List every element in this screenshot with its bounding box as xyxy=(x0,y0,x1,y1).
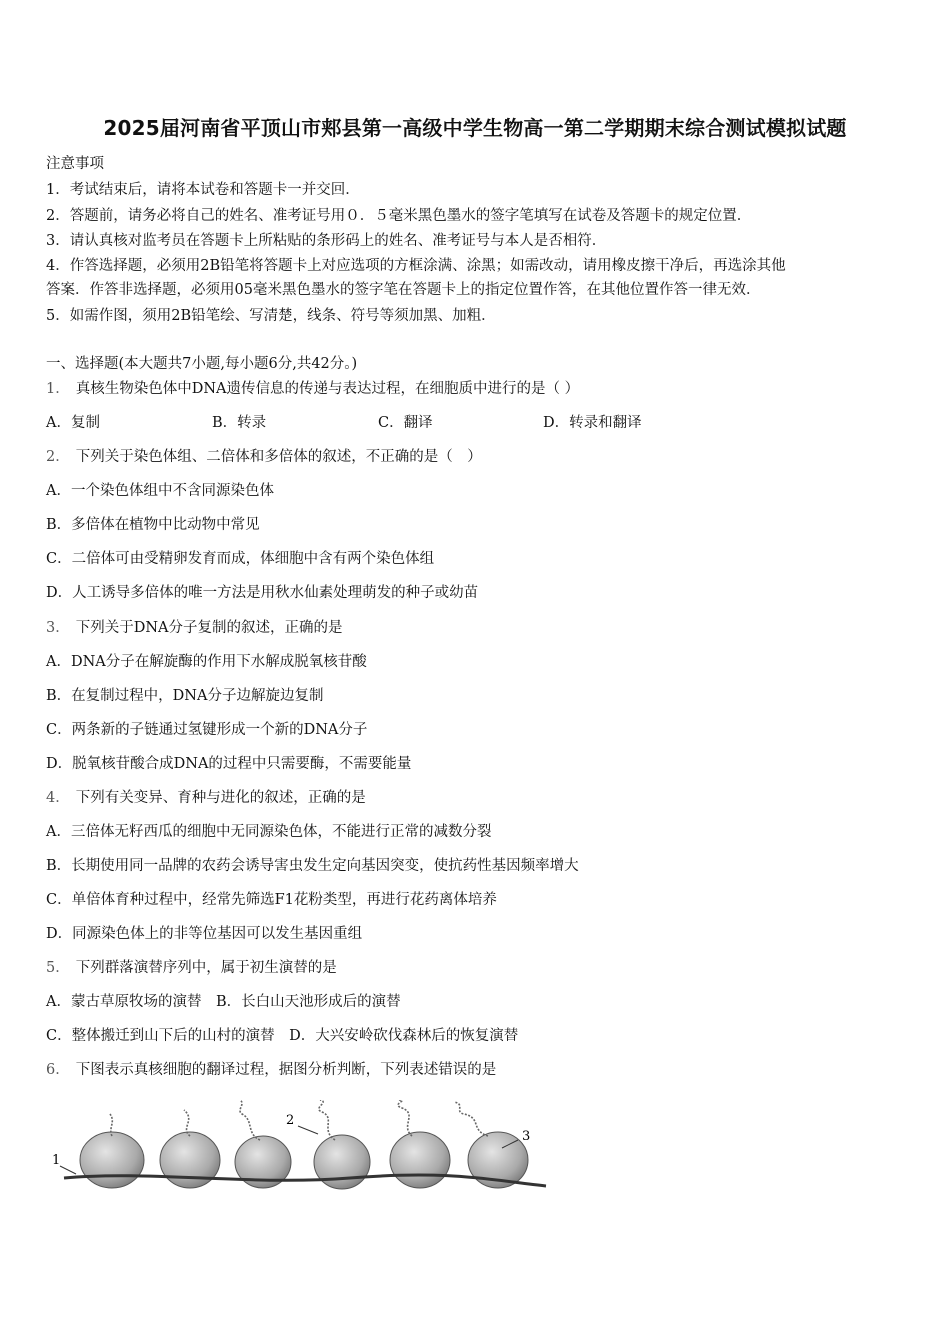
option-a[interactable]: A．三倍体无籽西瓜的细胞中无同源染色体，不能进行正常的减数分裂 xyxy=(46,824,492,840)
option-c-d[interactable]: C．整体搬迁到山下后的山村的演替 D．大兴安岭砍伐森林后的恢复演替 xyxy=(46,1028,519,1044)
notes-item-3: 3．请认真核对监考员在答题卡上所粘贴的条形码上的姓名、准考证号与本人是否相符． xyxy=(46,233,607,249)
option-d[interactable]: D．同源染色体上的非等位基因可以发生基因重组 xyxy=(46,926,363,942)
option-b[interactable]: B．转录 xyxy=(212,415,267,431)
option-d[interactable]: D．转录和翻译 xyxy=(543,415,642,431)
label-pointer xyxy=(60,1166,76,1174)
question-6 xyxy=(46,1058,496,1079)
question-number: 3． xyxy=(46,620,70,636)
option-a-b[interactable]: A．蒙古草原牧场的演替 B．长白山天池形成后的演替 xyxy=(46,994,401,1010)
option-a[interactable]: A．一个染色体组中不含同源染色体 xyxy=(46,483,274,499)
question-text: 下列群落演替序列中，属于初生演替的是 xyxy=(75,960,337,976)
option-a[interactable]: A．复制 xyxy=(46,415,100,431)
notes-heading: 注意事项 xyxy=(46,156,104,172)
notes-item-1: 1．考试结束后，请将本试卷和答题卡一并交回． xyxy=(46,182,360,198)
question-1 xyxy=(46,377,579,398)
question-text: 下图表示真核细胞的翻译过程，据图分析判断，下列表述错误的是 xyxy=(75,1062,497,1078)
question-number: 2． xyxy=(46,449,70,465)
label-2: 2 xyxy=(286,1113,295,1128)
question-text: 下列关于染色体组、二倍体和多倍体的叙述，不正确的是（ ） xyxy=(75,449,482,465)
translation-diagram xyxy=(50,1100,550,1200)
option-b[interactable]: B．长期使用同一品牌的农药会诱导害虫发生定向基因突变，使抗药性基因频率增大 xyxy=(46,858,579,874)
question-number: 5． xyxy=(46,960,70,976)
option-c[interactable]: C．翻译 xyxy=(378,415,433,431)
question-2 xyxy=(46,445,482,466)
mrna-strand xyxy=(64,1175,546,1186)
option-d[interactable]: D．脱氧核苷酸合成DNA的过程中只需要酶，不需要能量 xyxy=(46,756,412,772)
option-b[interactable]: B．多倍体在植物中比动物中常见 xyxy=(46,517,260,533)
option-c[interactable]: C．两条新的子链通过氢键形成一个新的DNA分子 xyxy=(46,722,368,738)
option-c[interactable]: C．二倍体可由受精卵发育而成，体细胞中含有两个染色体组 xyxy=(46,551,435,567)
question-5 xyxy=(46,956,337,977)
notes-item-5: 5．如需作图，须用2B铅笔绘、写清楚，线条、符号等须加黑、加粗． xyxy=(46,308,496,324)
question-number: 1． xyxy=(46,381,70,397)
option-c[interactable]: C．单倍体育种过程中，经常先筛选F1花粉类型，再进行花药离体培养 xyxy=(46,892,497,908)
question-text: 下列有关变异、育种与进化的叙述，正确的是 xyxy=(75,790,366,806)
ribosome xyxy=(80,1132,144,1188)
option-d[interactable]: D．人工诱导多倍体的唯一方法是用秋水仙素处理萌发的种子或幼苗 xyxy=(46,585,479,601)
question-number: 4． xyxy=(46,790,70,806)
notes-item-4: 4．作答选择题，必须用2B铅笔将答题卡上对应选项的方框涂满、涂黑；如需改动，请用橡皮擦干净后，再选涂其他 xyxy=(46,258,786,274)
ribosome xyxy=(390,1132,450,1188)
question-text: 真核生物染色体中DNA遗传信息的传递与表达过程，在细胞质中进行的是（ ） xyxy=(75,381,580,397)
page-title: 2025届河南省平顶山市郏县第一高级中学生物高一第二学期期末综合测试模拟试题 xyxy=(103,116,847,140)
section-heading: 一、选择题(本大题共7小题,每小题6分,共42分。) xyxy=(46,356,358,372)
question-4 xyxy=(46,786,366,807)
question-text: 下列关于DNA分子复制的叙述，正确的是 xyxy=(75,620,343,636)
label-3: 3 xyxy=(522,1129,531,1144)
label-pointer xyxy=(298,1126,318,1134)
notes-item-4-cont: 答案．作答非选择题，必须用05毫米黑色墨水的签字笔在答题卡上的指定位置作答，在其他位置作答一律无效． xyxy=(46,282,761,298)
notes-item-2: 2．答题前，请务必将自己的姓名、准考证号用０．５毫米黑色墨水的签字笔填写在试卷及答题卡的规定位置． xyxy=(46,208,752,224)
label-1: 1 xyxy=(52,1153,61,1168)
question-3 xyxy=(46,616,343,637)
question-number: 6． xyxy=(46,1062,70,1078)
option-b[interactable]: B．在复制过程中，DNA分子边解旋边复制 xyxy=(46,688,324,704)
option-a[interactable]: A．DNA分子在解旋酶的作用下水解成脱氧核苷酸 xyxy=(46,654,367,670)
